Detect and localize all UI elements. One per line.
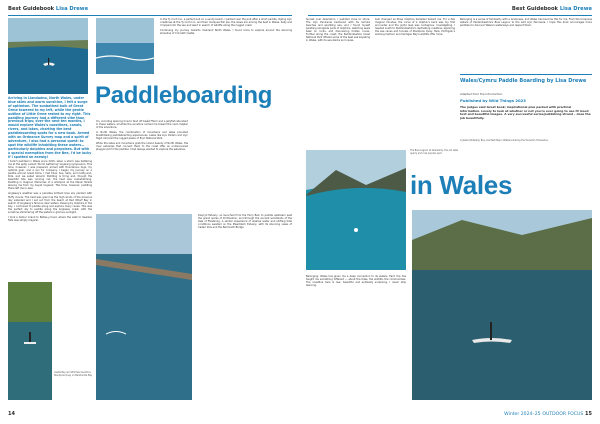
- page-number-right: 15: [585, 411, 592, 417]
- sidebar-published: Published by Wild Things 2023: [460, 98, 526, 103]
- surf-photo: [96, 18, 154, 74]
- paragraph: On, including learning how to fend off Gwêd Ffarm and a jellyfish abundant in these waters, all while the sunshine carried me toward the next chapter of the adventure.: [96, 120, 188, 130]
- sidebar-title: Wales/Cymru Paddle Boarding by Lisa Drewe: [460, 78, 587, 84]
- paragraph: In North Wales, the combination of mountains and lakes provided breathtaking paddleboarding experiences. Lakes like Llyn Padarn and Llyn Tegid mirrored the rugged peaks of Eryri National Park.: [96, 131, 188, 141]
- brand-label: Best Guidebook: [8, 6, 55, 12]
- header-rule: [308, 15, 592, 16]
- brand-label: Best Guidebook: [511, 6, 559, 12]
- intro-text: Arriving in Llandudno, North Wales, under blue skies and warm sunshine, I felt a surge of optimism. The sunbathed bulk of Great Orme towered to my left, while the gentle outline of Little Orme rested to my right. This paddling journey had a different vibe than previous trips; over the next ten months, I would explore Wales's coastlines, canals, rivers, and lakes, charting the best paddleboarding spots for a new book. Armed with an Ordnance Survey map and a spirit of adventure, I also had a personal quest: to spot the wildlife inhabiting these waters—particularly dolphins and porpoises. But with a special exemption from the Bee, I'd be lucky if I spotted an earwig!: [8, 96, 92, 159]
- left-caption: Castle Bay and Witches Cauldron; Stackpole Quay on Barafundle Bay: [54, 371, 93, 377]
- left-col-3: Dwyryd Estuary, so launched from the Ferry Bed, to paddle upstream past the grand spires of Portmeirion, and through the ancient woodlands of the Vale of Ffestiniog. A similar experience of shallow water and shifting tidal conditions awaited on the Mawddach Estuary, with its stunning views of Cadair Idris and the Barmouth Bridge.: [198, 214, 292, 230]
- sidebar-rule: [460, 74, 592, 75]
- sidebar-sub: Adapted from the Introduction: [460, 92, 503, 96]
- footer-right: [504, 411, 592, 417]
- left-col-2a: [160, 18, 292, 37]
- paragraph: I took a detour inland to Betws-y-Coed, where the walk to Swallow Falls was simply magical.: [8, 215, 92, 222]
- header-right: [512, 6, 592, 12]
- lagoon-caption: The Blue Lagoon at Abereiddy, the old slate quarry and now popular spot: [410, 149, 459, 155]
- header-rule: [8, 15, 292, 16]
- author-name: Lisa Drewe: [559, 6, 592, 12]
- footer-issue: Winter 2024–25: [504, 412, 541, 417]
- footer-magazine: OUTDOOR FOCUS: [542, 412, 584, 417]
- left-col-1: [8, 160, 92, 224]
- right-col-4: Belonging is a sense of familiarity with a landscape, and Wales has become this for me. From the turquoise waters of Pembrokeshire's Blue Lagoon to the wild Llŷn Peninsula, I hope this book encourages more paddlers to discover Wales's waterways and respect them.: [460, 18, 592, 28]
- right-col-3: Belonging: Wales has given me a deep connection to its waters. Each trip has taught me something different — about the tides, the wildlife, the communities. The coastline here is raw, beautiful and endlessly surprising. I never stop learning.: [306, 275, 406, 288]
- sidebar-body: The judges said Great book; inspirational plus packed with practical information. Lovely to look at whether or not you're ever going to use it! Good text and beautiful images. A very successful series/publishing strand – does the job beautifully.: [460, 105, 591, 120]
- right-col-1: Sunset over Aberdaron, I paddled close to shore. The Llŷn Peninsula beckoned with its remote beaches and sparkling sea, and I found myself paddling alongside pods of dolphins, watching seals bask on rocks, and discovering hidden coves. Further along the coast, the Pembrokeshire Coast National Park offered some of the best sea kayaking in Wales, with its sea stacks and caves.: [306, 18, 370, 43]
- header-left: [8, 6, 88, 12]
- article-title-right: in Wales: [410, 170, 513, 200]
- right-caption: Cydweli (Kidwelly) Bay; Llantwit Major; Walkers sharing the Snowdon Horseshoe: [460, 139, 548, 142]
- page-number-left: 14: [8, 411, 15, 417]
- paragraph: In the Ty Coch Inn, a perfect pub on a sandy beach, I parked near the pub after a short paddle. Ogling Llŷn coastlines at the Ty Coch Inn, and their marquee fish pie, the views are among the best in Wales. Sally and I hopped into the sea and went in search of wildlife along the rugged coast.: [160, 18, 292, 28]
- author-name: Lisa Drewe: [55, 6, 89, 12]
- bridge-photo: [96, 214, 192, 400]
- lagoon-photo: [306, 150, 406, 270]
- paragraph: Anglesey's weather was a paradise brilliant blue sky painted with fluffy clouds. The heat was grand as the high winds of the previous day subsided and I set out from the beach at Red Wharf Bay in search of Anglesey's famous clear waters. Passing by dolphins in the bay, I continued to paddle along and explore many caves. This was the perfect sky to paddle along the Anglesey coast, with the sunshine shimmering off the waters in glorious sunlight.: [8, 192, 92, 214]
- left-col-2: [96, 120, 188, 153]
- paragraph: Continuing my journey towards mainland North Wales, I found more to explore around the stunning shoreline of Criccieth Castle.: [160, 29, 292, 36]
- coast-photo: [8, 18, 88, 94]
- paddler-photo: [8, 282, 52, 400]
- right-page: [300, 0, 600, 424]
- lake-photo: [412, 210, 592, 400]
- article-title: Paddleboarding: [95, 82, 273, 109]
- paragraph: I hadn't paddled in Wales since 2015, when a storm was battering me at the aptly named 'Storm Gathering' kayaking symposium. This time, however, I was prepared, armed with thunderous tugs, my optimal gear, and a sun for company. I began my journey on a paddle around Great Orme. I met Clive, Sue, Sally, and Cathy-and-Kids, and we sailed aboard. Paddling is tiring and, though the beautiful tide was running out, the heat was overwhelming. Paddling is magical. Memories of a whirlpool at the Menai Straits leaving me from my kayak lingered. This time, however, paddling there left me in awe.: [8, 160, 92, 191]
- right-col-2: lush changed as three dolphins barrelled toward me. For a few magical minutes, the curve of a dolphin's back was my first encounter and the joyful leap was contagious. Investigating, I headed south to Pembrokeshire's captivating coastline, exploring the sea caves and tunnels of Stackpole Quay. Here, Porthgain's working harbour and Cardigan Bay's wildlife offer more.: [375, 18, 455, 37]
- paragraph: While the lakes and mountains grab the inland beauty of North Wales, the river estuaries that connect them to the coast offer an undiscovered playground for the paddler. I had always wanted to explore the estuaries.: [96, 142, 188, 152]
